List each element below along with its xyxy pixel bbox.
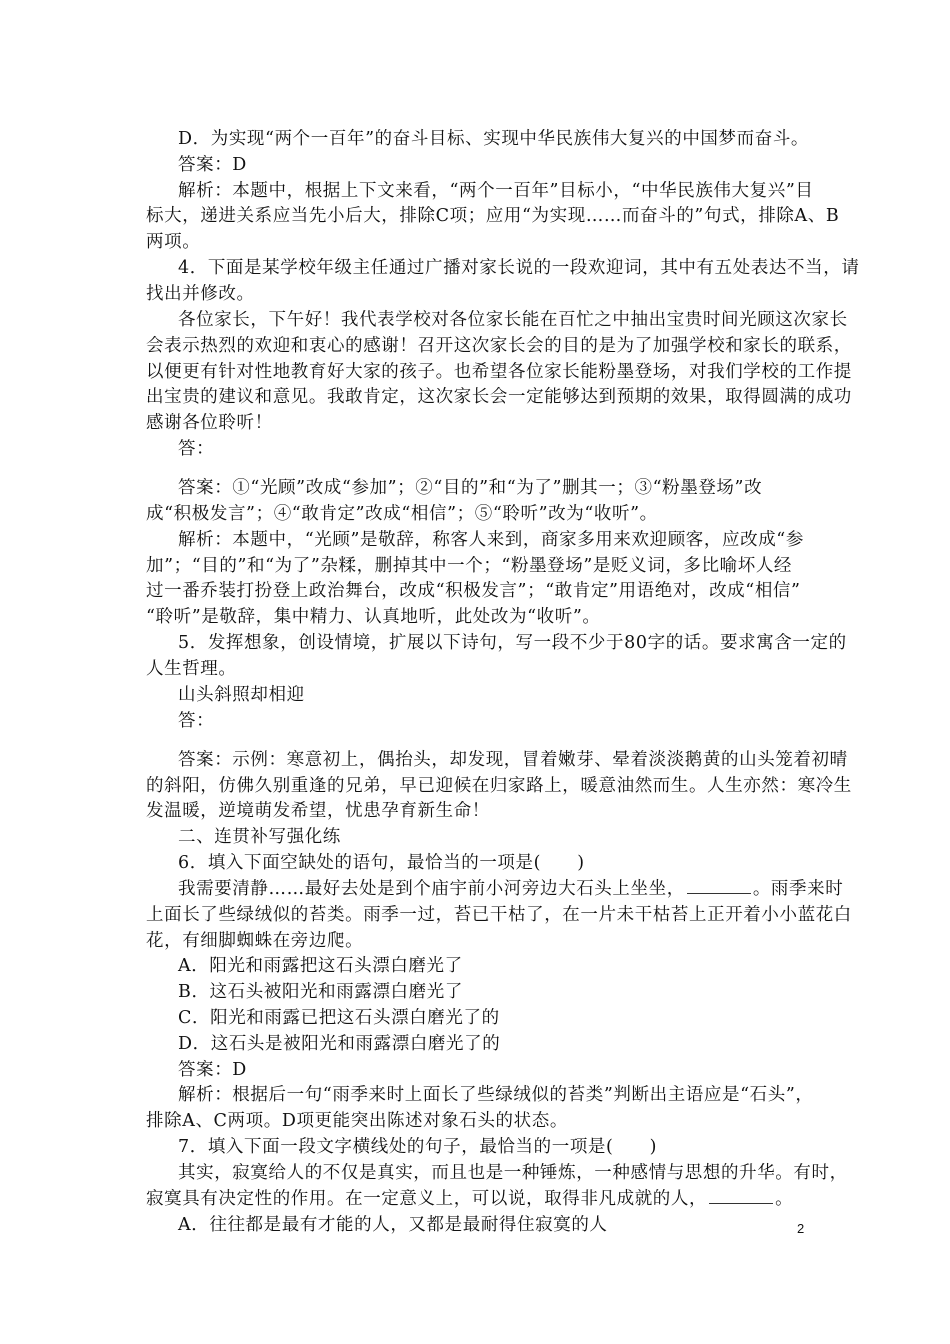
text-segment: 我需要清静……最好去处是到个庙宇前小河旁边大石头上坐坐， — [178, 879, 685, 899]
text-line: 答案：①“光顾”改成“参加”；②“目的”和“为了”删其一；③“粉墨登场”改 — [178, 478, 763, 498]
question-5-line: 5．发挥想象，创设情境，扩展以下诗句，写一段不少于80字的话。要求寓含一定的 — [178, 633, 847, 653]
text-line: 加”；“目的”和“为了”杂糅，删掉其中一个；“粉墨登场”是贬义词，多比喻坏人经 — [146, 556, 793, 576]
text-line: 其实，寂寞给人的不仅是真实，而且也是一种锤炼，一种感情与思想的升华。有时， — [178, 1163, 848, 1183]
question-6-line: 6．填入下面空缺处的语句，最恰当的一项是( ) — [178, 853, 585, 873]
answer-line: 答案：D — [178, 1060, 247, 1080]
answer-prompt: 答： — [178, 439, 215, 459]
text-line: 标大，递进关系应当先小后大，排除C项；应用“为实现……而奋斗的”句式，排除A、B — [146, 206, 840, 226]
section-heading: 二、连贯补写强化练 — [178, 827, 341, 847]
option-a: A．阳光和雨露把这石头漂白磨光了 — [178, 956, 463, 976]
text-line: 两项。 — [146, 232, 201, 252]
text-line: 解析：根据后一句“雨季来时上面长了些绿绒似的苔类”判断出主语应是“石头”， — [178, 1085, 814, 1105]
text-line: D．为实现“两个一百年”的奋斗目标、实现中华民族伟大复兴的中国梦而奋斗。 — [178, 129, 810, 149]
text-line: 排除A、C两项。D项更能突出陈述对象石头的状态。 — [146, 1111, 568, 1131]
text-line: 感谢各位聆听！ — [146, 413, 273, 433]
answer-prompt: 答： — [178, 711, 215, 731]
text-line: 会表示热烈的欢迎和衷心的感谢！召开这次家长会的目的是为了加强学校和家长的联系， — [146, 336, 852, 356]
text-line: 过一番乔装打扮登上政治舞台，改成“积极发言”；“敢肯定”用语绝对，改成“相信” — [146, 581, 801, 601]
fill-blank — [709, 1189, 773, 1204]
question-4-line: 4．下面是某学校年级主任通过广播对家长说的一段欢迎词，其中有五处表达不当，请 — [178, 258, 860, 278]
fill-blank — [687, 879, 751, 894]
text-line: 解析：本题中，根据上下文来看，“两个一百年”目标小，“中华民族伟大复兴”目 — [178, 181, 814, 201]
poem-line: 山头斜照却相迎 — [178, 685, 305, 705]
text-line — [178, 877, 843, 901]
text-line: 的斜阳，仿佛久别重逢的兄弟，早已迎候在归家路上，暖意油然而生。人生亦然：寒冷生 — [146, 776, 852, 796]
text-line: 答案：示例：寒意初上，偶抬头，却发现，冒着嫩芽、晕着淡淡鹅黄的山头笼着初晴 — [178, 750, 848, 770]
option-a: A．往往都是最有才能的人，又都是最耐得住寂寞的人 — [178, 1215, 608, 1235]
text-line: 找出并修改。 — [146, 284, 255, 304]
option-c: C．阳光和雨露已把这石头漂白磨光了的 — [178, 1008, 500, 1028]
option-d: D．这石头是被阳光和雨露漂白磨光了的 — [178, 1034, 501, 1054]
text-segment: 寂寞具有决定性的作用。在一定意义上，可以说，取得非凡成就的人， — [146, 1189, 708, 1209]
question-7-line: 7．填入下面一段文字横线处的句子，最恰当的一项是( ) — [178, 1137, 658, 1157]
text-line: 成“积极发言”；④“敢肯定”改成“相信”；⑤“聆听”改为“收听”。 — [146, 504, 658, 524]
text-line: 以便更有针对性地教育好大家的孩子。也希望各位家长能粉墨登场，对我们学校的工作提 — [146, 362, 852, 382]
text-line: 答案：D — [178, 155, 247, 175]
text-segment: 。 — [775, 1189, 794, 1209]
option-b: B．这石头被阳光和雨露漂白磨光了 — [178, 982, 463, 1002]
text-line: 花，有细脚蜘蛛在旁边爬。 — [146, 931, 364, 951]
text-line — [146, 1187, 793, 1211]
page-number: 2 — [797, 1221, 805, 1236]
text-line: “聆听”是敬辞，集中精力、认真地听，此处改为“收听”。 — [146, 607, 601, 627]
text-line: 各位家长，下午好！我代表学校对各位家长能在百忙之中抽出宝贵时间光顾这次家长 — [178, 310, 848, 330]
text-segment: 。雨季来时 — [752, 879, 844, 899]
text-line: 出宝贵的建议和意见。我敢肯定，这次家长会一定能够达到预期的效果，取得圆满的成功 — [146, 387, 852, 407]
text-line: 解析：本题中，“光顾”是敬辞，称客人来到，商家多用来欢迎顾客，应改成“参 — [178, 530, 804, 550]
text-line: 人生哲理。 — [146, 659, 237, 679]
text-line: 上面长了些绿绒似的苔类。雨季一过，苔已干枯了，在一片未干枯苔上正开着小小蓝花白 — [146, 905, 852, 925]
text-line: 发温暖，逆境萌发希望，忧患孕育新生命！ — [146, 801, 490, 821]
